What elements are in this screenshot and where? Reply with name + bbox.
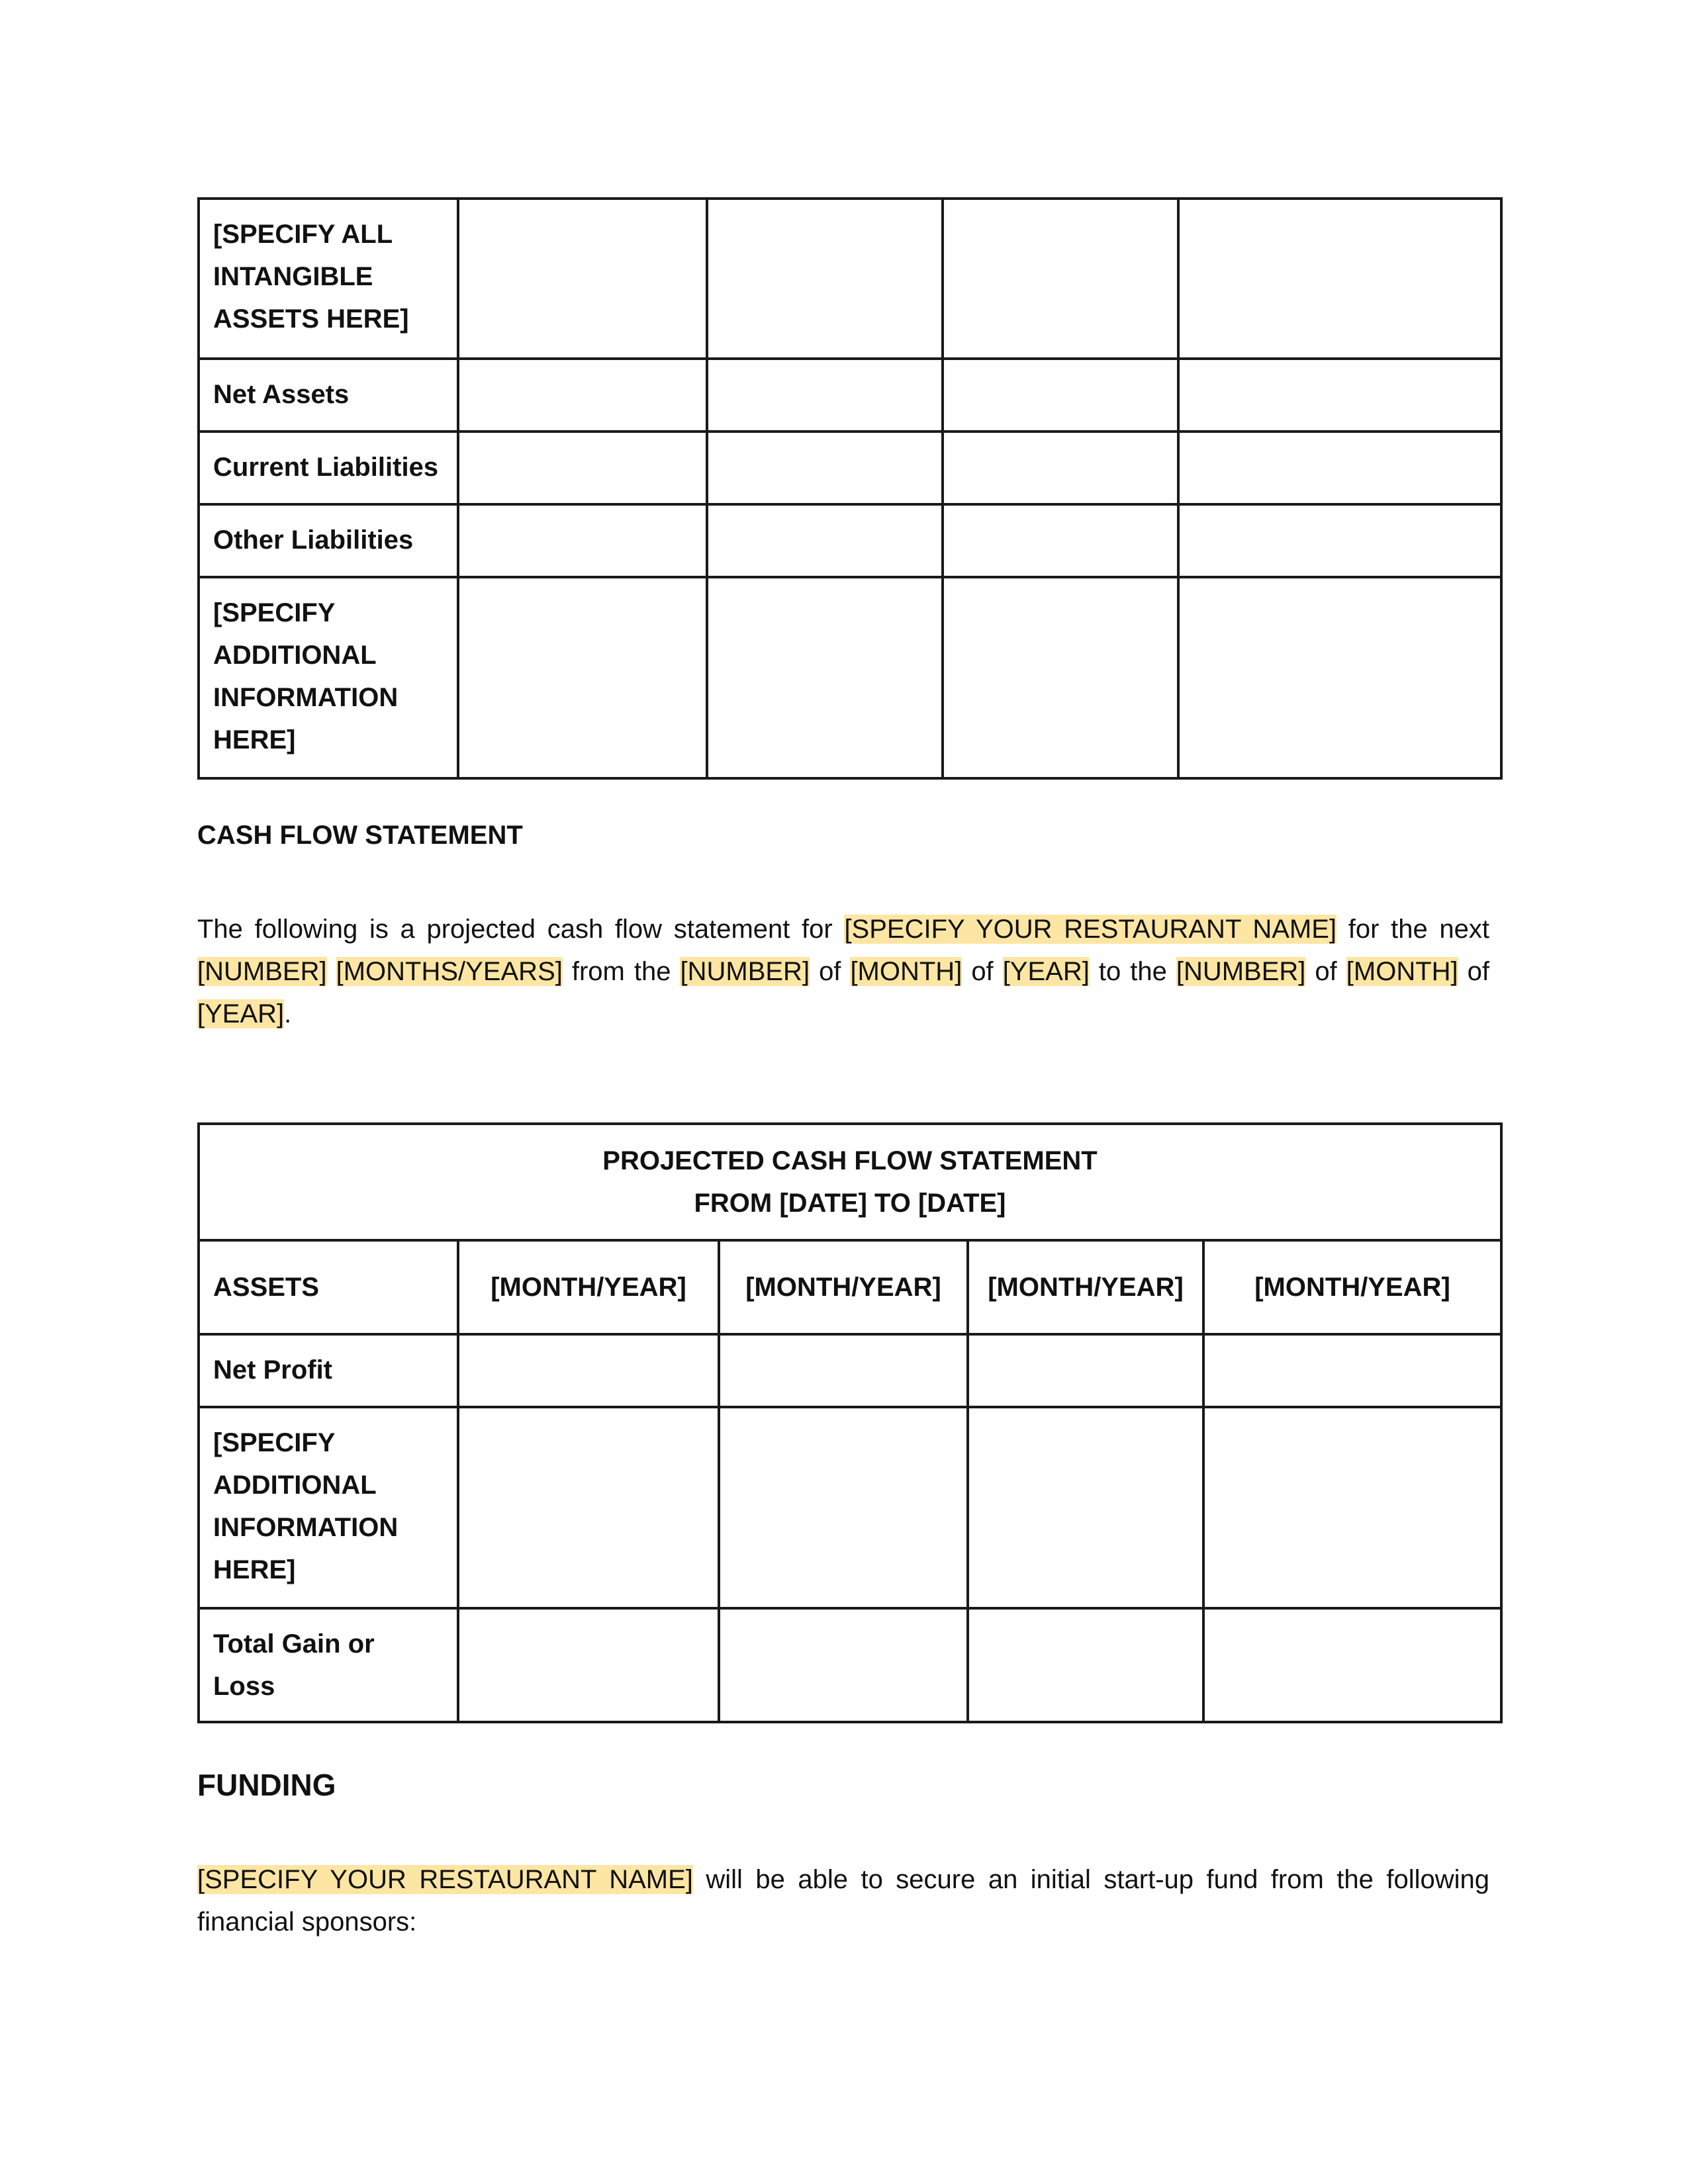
table-cell [458, 504, 707, 577]
table-cell [1203, 1334, 1501, 1407]
table-cell [707, 504, 943, 577]
row-label: Net Assets [199, 359, 458, 432]
text-run: of [1305, 957, 1346, 986]
text-run: . [284, 999, 292, 1028]
text-run: of [810, 957, 851, 986]
table-title [199, 1124, 1501, 1240]
placeholder-highlight[interactable]: [YEAR] [197, 999, 285, 1028]
balance-sheet-table [197, 197, 1503, 780]
placeholder-highlight[interactable]: [NUMBER] [197, 957, 327, 986]
row-label: Current Liabilities [199, 432, 458, 504]
text-run: will be able to secure an initial start-up fund from the following financial sponsors: [197, 1865, 1489, 1936]
table-cell [719, 1334, 968, 1407]
placeholder-highlight[interactable]: [MONTH] [850, 957, 962, 986]
table-cell [707, 359, 943, 432]
table-cell [968, 1608, 1203, 1722]
table-header-row [199, 1240, 1501, 1334]
table-title-line: PROJECTED CASH FLOW STATEMENT [602, 1146, 1098, 1175]
text-run: to the [1089, 957, 1176, 986]
placeholder-highlight[interactable]: [MONTHS/YEARS] [336, 957, 563, 986]
row-label: Net Profit [199, 1334, 458, 1407]
table-cell [1178, 577, 1501, 778]
placeholder-highlight[interactable]: [NUMBER] [1176, 957, 1306, 986]
column-header: [MONTH/YEAR] [719, 1240, 968, 1334]
table-row [199, 504, 1501, 577]
table-cell [458, 1407, 719, 1608]
row-label: [SPECIFY ADDITIONAL INFORMATION HERE] [199, 1407, 458, 1608]
text-run: of [1458, 957, 1490, 986]
table-cell [458, 1608, 719, 1722]
table-cell [719, 1608, 968, 1722]
table-cell [458, 1334, 719, 1407]
section-heading-cash-flow: CASH FLOW STATEMENT [197, 821, 523, 850]
table-subtitle-line: FROM [DATE] TO [DATE] [694, 1189, 1006, 1218]
table-cell [1203, 1608, 1501, 1722]
row-label: [SPECIFY ADDITIONAL INFORMATION HERE] [199, 577, 458, 778]
column-header: [MONTH/YEAR] [968, 1240, 1203, 1334]
table-row [199, 199, 1501, 359]
table-row [199, 1608, 1501, 1722]
table-cell [719, 1407, 968, 1608]
table-row [199, 1334, 1501, 1407]
placeholder-highlight[interactable]: [YEAR] [1002, 957, 1090, 986]
table-cell [968, 1407, 1203, 1608]
table-row [199, 1407, 1501, 1608]
table-cell [458, 199, 707, 359]
text-run: from the [562, 957, 680, 986]
table-cell [943, 199, 1178, 359]
section-heading-funding: FUNDING [197, 1768, 336, 1802]
table-cell [458, 359, 707, 432]
text-run [327, 957, 336, 986]
table-cell [943, 359, 1178, 432]
funding-paragraph [197, 1858, 1489, 1943]
table-cell [1178, 432, 1501, 504]
table-row [199, 432, 1501, 504]
row-label: Other Liabilities [199, 504, 458, 577]
row-label: Total Gain or Loss [199, 1608, 458, 1722]
table-cell [1178, 199, 1501, 359]
placeholder-highlight[interactable]: [SPECIFY YOUR RESTAURANT NAME] [197, 1865, 693, 1894]
text-run: for the next [1336, 915, 1489, 944]
table-cell [943, 432, 1178, 504]
table-title-row [199, 1124, 1501, 1240]
table-cell [968, 1334, 1203, 1407]
table-cell [1178, 359, 1501, 432]
table-row [199, 577, 1501, 778]
placeholder-highlight[interactable]: [MONTH] [1346, 957, 1458, 986]
column-header: [MONTH/YEAR] [458, 1240, 719, 1334]
table-cell [707, 577, 943, 778]
text-run: The following is a projected cash flow statement for [197, 915, 845, 944]
cash-flow-paragraph [197, 908, 1489, 1035]
column-header: [MONTH/YEAR] [1203, 1240, 1501, 1334]
table-row [199, 359, 1501, 432]
row-label: [SPECIFY ALL INTANGIBLE ASSETS HERE] [199, 199, 458, 359]
table-cell [458, 577, 707, 778]
table-cell [707, 432, 943, 504]
column-header: ASSETS [199, 1240, 458, 1334]
table-cell [458, 432, 707, 504]
cash-flow-table [197, 1122, 1503, 1723]
table-cell [1203, 1407, 1501, 1608]
table-cell [707, 199, 943, 359]
table-cell [943, 577, 1178, 778]
table-cell [1178, 504, 1501, 577]
placeholder-highlight[interactable]: [NUMBER] [680, 957, 810, 986]
placeholder-highlight[interactable]: [SPECIFY YOUR RESTAURANT NAME] [844, 915, 1337, 944]
text-run: of [962, 957, 1003, 986]
table-cell [943, 504, 1178, 577]
